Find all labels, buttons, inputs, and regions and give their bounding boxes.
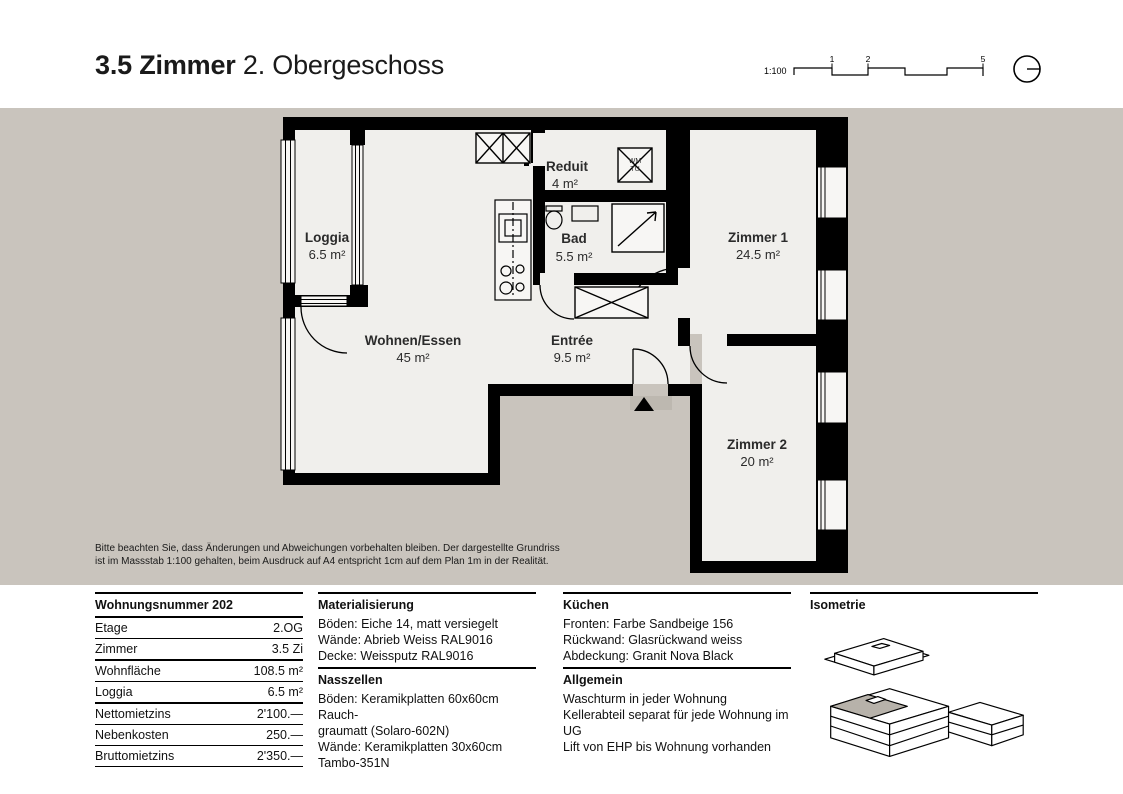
room-label-loggia: Loggia: [304, 230, 350, 245]
reduit-door-opening: [533, 133, 545, 166]
section-kuechen: [563, 592, 791, 664]
row-label: Nebenkosten: [95, 728, 169, 742]
room-area-entree: 9.5 m²: [553, 350, 591, 365]
section-line: Böden: Eiche 14, matt versiegelt: [318, 617, 498, 631]
title-floor: 2. Obergeschoss: [242, 50, 444, 80]
scale-bar-line: [794, 68, 983, 76]
section-title: Materialisierung: [318, 598, 414, 612]
row-label: Etage: [95, 621, 128, 635]
section-line: Böden: Keramikplatten 60x60cm Rauch-: [318, 692, 499, 722]
room-area-bad: 5.5 m²: [555, 249, 593, 264]
isometrie-column: [810, 592, 1038, 784]
section-title: Küchen: [563, 598, 609, 612]
table-row: [95, 746, 303, 767]
scale-tick-5: 5: [980, 54, 986, 64]
row-value: 2'350.—: [256, 749, 303, 763]
floorplan: [0, 108, 1123, 585]
section-line: Wände: Keramikplatten 30x60cm: [318, 740, 503, 754]
row-label: Loggia: [95, 685, 133, 699]
isometric-building-drawing: [810, 616, 1038, 781]
title-rooms: 3.5 Zimmer: [95, 50, 236, 80]
section-line: Kellerabteil separat für jede Wohnung im UG: [563, 708, 789, 738]
north-compass-icon: [1011, 53, 1043, 85]
wardrobe-icon: [476, 133, 530, 163]
room-label-zimmer2: Zimmer 2: [726, 437, 788, 452]
section-isometrie: [810, 592, 1038, 784]
scale-bar-ticks: [832, 64, 983, 69]
section-line: Fronten: Farbe Sandbeige 156: [563, 617, 734, 631]
row-label: Zimmer: [95, 642, 138, 656]
room-label-reduit: Reduit: [546, 159, 588, 174]
row-value: 108.5 m²: [253, 664, 303, 678]
row-value: 2'100.—: [256, 707, 303, 721]
room-area-loggia: 6.5 m²: [308, 247, 346, 262]
section-line: Waschturm in jeder Wohnung: [563, 692, 727, 706]
room-area-zimmer1: 24.5 m²: [735, 247, 781, 262]
window-zimmer1-a: [818, 167, 847, 218]
window-wohnen-left: [281, 318, 295, 470]
room-label-bad: Bad: [561, 231, 587, 246]
row-label: Nettomietzins: [95, 707, 171, 721]
washer-tower-icon: [618, 148, 652, 182]
section-allgemein: [563, 667, 791, 755]
section-line: Rückwand: Glasrückwand weiss: [563, 633, 743, 647]
section-title: Nasszellen: [318, 673, 383, 687]
row-label: Bruttomietzins: [95, 749, 175, 763]
section-nasszellen: [318, 667, 536, 771]
scale-label: 1:100: [764, 66, 787, 76]
room-label-zimmer1: Zimmer 1: [727, 230, 789, 245]
section-line: Decke: Weissputz RAL9016: [318, 649, 474, 663]
room-label-wohnen: Wohnen/Essen: [364, 333, 462, 348]
apartment-table: [95, 592, 303, 767]
row-value: 6.5 m²: [267, 685, 303, 699]
disclaimer-line-2: ist im Massstab 1:100 gehalten, beim Ausdruck auf A4 entspricht 1cm auf dem Plan 1m in der Realität.: [95, 556, 549, 567]
plan-disclaimer: [95, 542, 595, 568]
section-line: graumatt (Solaro-602N): [318, 724, 450, 738]
materialisierung-column: [318, 592, 536, 771]
row-value: 250.—: [266, 728, 303, 742]
window-loggia-left: [281, 140, 295, 283]
kitchen-block-icon: [495, 200, 531, 300]
section-line: Abdeckung: Granit Nova Black: [563, 649, 734, 663]
section-title: Isometrie: [810, 598, 866, 612]
window-loggia-separation: [352, 145, 363, 285]
washer-label-tu: TU: [630, 166, 640, 173]
section-line: Lift von EHP bis Wohnung vorhanden: [563, 740, 772, 754]
room-area-reduit: 4 m²: [552, 176, 578, 191]
table-row: [95, 704, 303, 725]
row-value: 3.5 Zi: [271, 642, 303, 656]
window-zimmer2-a: [818, 372, 847, 423]
room-area-zimmer2: 20 m²: [740, 454, 774, 469]
window-zimmer2-b: [818, 480, 847, 530]
section-materialisierung: [318, 592, 536, 664]
washer-label-wm: WM: [628, 158, 642, 165]
table-row: [95, 661, 303, 682]
room-label-entree: Entrée: [550, 333, 594, 348]
shower-icon: [612, 204, 664, 252]
section-line: Tambo-351N: [318, 756, 390, 770]
room-area-wohnen: 45 m²: [396, 350, 430, 365]
kuechen-column: [563, 592, 791, 755]
table-row: [95, 618, 303, 639]
table-row: [95, 725, 303, 746]
window-zimmer1-b: [818, 270, 847, 320]
scale-tick-1: 1: [829, 54, 835, 64]
entree-wardrobe-icon: [575, 287, 648, 318]
scale-tick-2: 2: [865, 54, 871, 64]
row-value: 2.OG: [273, 621, 303, 635]
row-label: Wohnfläche: [95, 664, 161, 678]
disclaimer-line-1: Bitte beachten Sie, dass Änderungen und Abweichungen vorbehalten bleiben. Der dargestellte Grundriss: [95, 543, 560, 554]
section-line: Wände: Abrieb Weiss RAL9016: [318, 633, 493, 647]
table-row: [95, 682, 303, 704]
section-title: Allgemein: [563, 673, 623, 687]
apartment-number-header: Wohnungsnummer 202: [95, 592, 303, 618]
page-title: [95, 50, 444, 81]
loggia-glass-door: [301, 296, 347, 306]
table-row: [95, 639, 303, 661]
scale-bar: [762, 53, 997, 83]
